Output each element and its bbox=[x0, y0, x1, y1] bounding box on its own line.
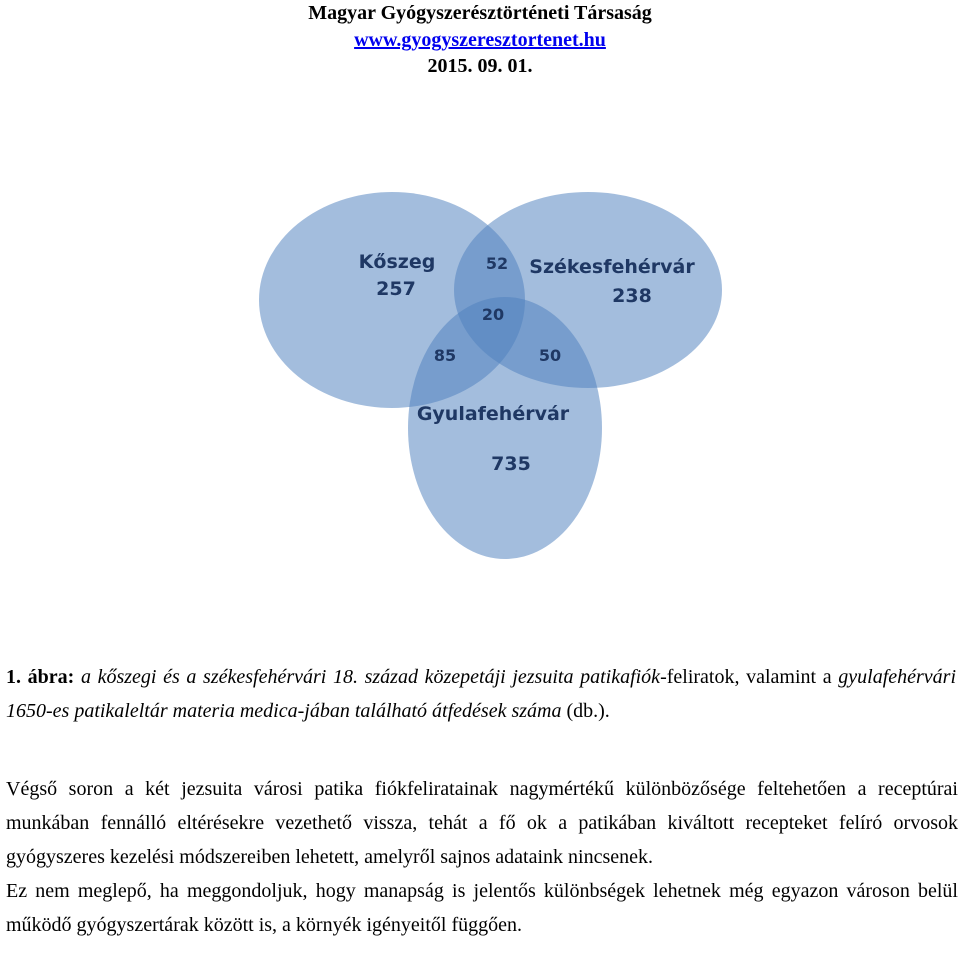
set-count-koszeg: 257 bbox=[376, 278, 416, 300]
set-name-gyulafehervar: Gyulafehérvár bbox=[416, 403, 570, 425]
overlap-koszeg-gyulafehervar: 85 bbox=[433, 346, 457, 365]
body-paragraph: Végső soron a két jezsuita városi patika fiókfeliratainak nagymértékű különbözősége feltehetően a receptúrai munkában fennálló eltérésekre vezethető vissza, tehát a fő ok a patikában kiváltott recepteket felíró orvosok gyógyszeres kezelési módszereiben lehetett, amelyről sajnos adataink nincsenek. bbox=[6, 778, 958, 868]
caption-label: 1. ábra: bbox=[6, 666, 75, 688]
venn-diagram bbox=[0, 180, 960, 580]
set-count-gyulafehervar: 735 bbox=[491, 453, 531, 475]
caption-normal-part1: -feliratok, valamint a bbox=[660, 666, 832, 688]
set-name-szekesfehervar: Székesfehérvár bbox=[529, 256, 695, 278]
figure-caption bbox=[6, 660, 956, 728]
body-text bbox=[6, 772, 958, 942]
caption-italic-part1: a kőszegi és a székesfehérvári 18. század közepetáji jezsuita patikafiók bbox=[80, 666, 661, 688]
website-link[interactable]: www.gyogyszeresztortenet.hu bbox=[354, 29, 606, 51]
venn-circle-gyulafehervar bbox=[408, 297, 602, 559]
set-name-koszeg: Kőszeg bbox=[358, 251, 436, 273]
overlap-szekesfehervar-gyulafehervar: 50 bbox=[538, 346, 562, 365]
set-count-szekesfehervar: 238 bbox=[612, 285, 652, 307]
caption-normal-part2: (db.). bbox=[566, 700, 610, 722]
overlap-koszeg-szekesfehervar: 52 bbox=[485, 254, 509, 273]
overlap-all-three: 20 bbox=[481, 305, 505, 324]
society-name: Magyar Gyógyszerésztörténeti Társaság bbox=[308, 2, 652, 24]
caption-italic-part2: gyulafehérvári 1650-es patikaleltár materia medica-jában található átfedések száma bbox=[6, 666, 957, 722]
body-paragraph: Ez nem meglepő, ha meggondoljuk, hogy manapság is jelentős különbségek lehetnek még egyazon városon belül működő gyógyszertárak között is, a környék igényeitől függően. bbox=[6, 880, 958, 936]
document-date: 2015. 09. 01. bbox=[427, 55, 533, 77]
